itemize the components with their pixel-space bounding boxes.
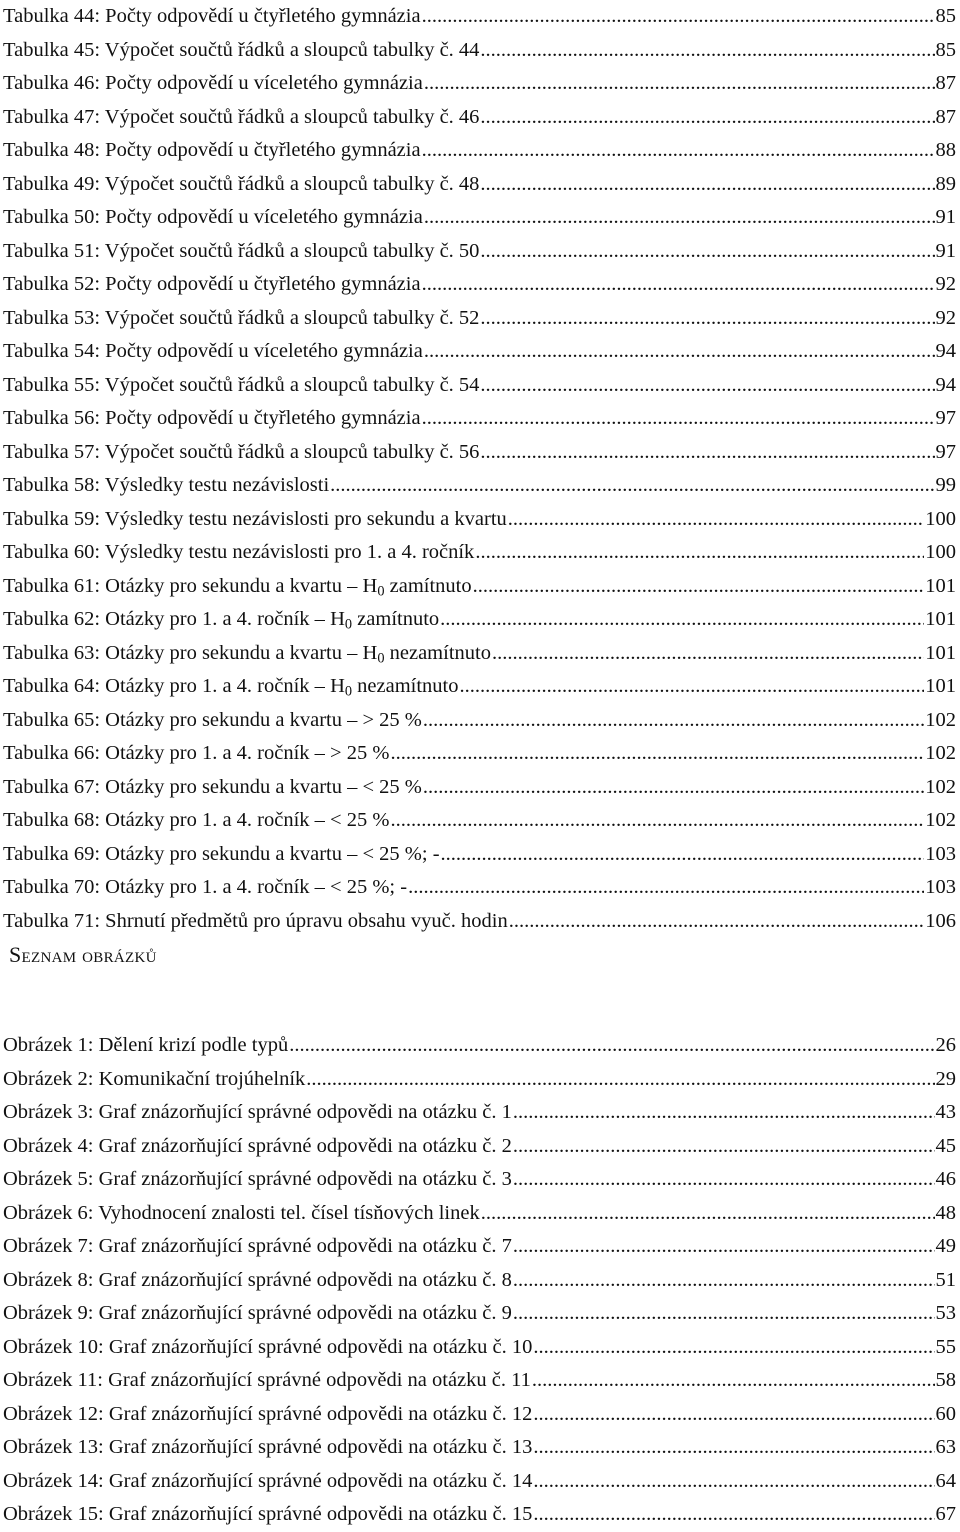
figure-list-entry[interactable] [3,1230,956,1264]
toc-entry-label: Tabulka 67: Otázky pro sekundu a kvartu – < 25 % [3,775,422,798]
dot-leader [533,1465,934,1499]
toc-entry-label: Tabulka 44: Počty odpovědí u čtyřletého gymnázia [3,5,421,27]
toc-entry-page-number: 53 [935,1302,956,1324]
toc-entry-page-number: 60 [935,1402,956,1425]
table-list-entry[interactable] [3,737,956,771]
dot-leader [513,1297,935,1331]
toc-entry-page-number: 101 [925,641,956,664]
dot-leader [532,1364,935,1398]
toc-entry-label: Tabulka 46: Počty odpovědí u víceletého gymnázia [3,72,423,94]
dot-leader [460,670,925,704]
table-list-entry[interactable] [3,704,956,738]
toc-entry-label: Tabulka 48: Počty odpovědí u čtyřletého gymnázia [3,139,421,161]
toc-entry-label: Obrázek 7: Graf znázorňující správné odpovědi na otázku č. 7 [3,1235,512,1257]
dot-leader [480,302,934,336]
dot-leader [480,436,934,470]
figure-list-entry[interactable] [3,1264,956,1298]
table-list-entry[interactable] [3,838,956,872]
table-list-entry[interactable] [3,101,956,135]
table-list-entry[interactable] [3,168,956,202]
toc-entry-label: Tabulka 53: Výpočet součtů řádků a sloupců tabulky č. 52 [3,306,480,329]
toc-entry-label: Tabulka 51: Výpočet součtů řádků a sloupců tabulky č. 50 [3,239,480,262]
toc-entry-label: Tabulka 66: Otázky pro 1. a 4. ročník – > 25 % [3,742,390,764]
toc-entry-label: Obrázek 2: Komunikační trojúhelník [3,1067,306,1090]
table-list-entry[interactable] [3,201,956,235]
table-list-entry[interactable] [3,34,956,68]
table-list-entry[interactable] [3,0,956,34]
toc-entry-label: Tabulka 62: Otázky pro 1. a 4. ročník – $H_0$ zamítnuto [3,608,440,633]
toc-entry-label: Tabulka 63: Otázky pro sekundu a kvartu – $H_0$ nezamítnuto [3,641,491,667]
table-list-entry[interactable] [3,268,956,302]
figure-list-entry[interactable] [3,1197,956,1231]
dot-leader [441,838,925,872]
table-list-entry[interactable] [3,804,956,838]
toc-entry-page-number: 94 [935,373,956,396]
toc-entry-label: Tabulka 56: Počty odpovědí u čtyřletého gymnázia [3,407,421,429]
figure-list-entry[interactable] [3,1029,956,1063]
table-list-entry[interactable] [3,871,956,905]
table-list-entry[interactable] [3,469,956,503]
dot-leader [306,1063,934,1097]
figure-list-entry[interactable] [3,1398,956,1432]
toc-entry-label: Obrázek 14: Graf znázorňující správné odpovědi na otázku č. 14 [3,1469,533,1492]
table-list-entry[interactable] [3,570,956,604]
toc-entry-page-number: 92 [935,273,956,295]
toc-entry-label: Tabulka 50: Počty odpovědí u víceletého gymnázia [3,206,423,228]
figure-list-entry[interactable] [3,1364,956,1398]
table-list-entry[interactable] [3,67,956,101]
dot-leader [424,335,935,369]
toc-entry-page-number: 102 [925,775,956,798]
dot-leader [330,469,934,503]
toc-entry-page-number: 94 [935,340,956,362]
table-list-entry[interactable] [3,771,956,805]
toc-entry-label: Tabulka 65: Otázky pro sekundu a kvartu – > 25 % [3,708,422,731]
dot-leader [513,1264,935,1298]
dot-leader [492,637,924,671]
toc-entry-page-number: 97 [935,407,956,429]
toc-entry-page-number: 45 [935,1134,956,1157]
dot-leader [480,168,934,202]
toc-entry-page-number: 26 [935,1034,956,1056]
toc-entry-label: Tabulka 59: Výsledky testu nezávislosti pro sekundu a kvartu [3,507,507,530]
toc-entry-label: Obrázek 1: Dělení krizí podle typů [3,1034,289,1056]
table-list-entry[interactable] [3,436,956,470]
toc-entry-label: Tabulka 68: Otázky pro 1. a 4. ročník – < 25 % [3,809,390,831]
dot-leader [422,268,935,302]
dot-leader [533,1431,934,1465]
toc-entry-page-number: 49 [935,1235,956,1257]
toc-entry-page-number: 55 [935,1335,956,1358]
list-of-figures [3,1029,956,1532]
table-list-entry[interactable] [3,670,956,704]
figure-list-entry[interactable] [3,1331,956,1365]
toc-entry-page-number: 97 [935,440,956,463]
toc-entry-page-number: 91 [935,206,956,228]
dot-leader [422,0,935,34]
toc-entry-page-number: 64 [935,1469,956,1492]
toc-entry-page-number: 29 [935,1067,956,1090]
dot-leader [513,1230,935,1264]
toc-entry-label: Obrázek 13: Graf znázorňující správné odpovědi na otázku č. 13 [3,1436,533,1458]
toc-entry-page-number: 100 [925,507,956,530]
figure-list-entry[interactable] [3,1498,956,1532]
toc-entry-label: Obrázek 5: Graf znázorňující správné odpovědi na otázku č. 3 [3,1168,512,1190]
dot-leader [513,1130,935,1164]
table-list-entry[interactable] [3,369,956,403]
dot-leader [423,771,924,805]
toc-entry-label: Tabulka 71: Shrnutí předmětů pro úpravu obsahu vyuč. hodin [3,909,508,932]
toc-entry-label: Obrázek 12: Graf znázorňující správné odpovědi na otázku č. 12 [3,1402,533,1425]
toc-entry-label: Tabulka 60: Výsledky testu nezávislosti pro 1. a 4. ročník [3,541,475,563]
toc-entry-label: Tabulka 45: Výpočet součtů řádků a sloupců tabulky č. 44 [3,38,480,61]
toc-entry-page-number: 43 [935,1101,956,1123]
toc-entry-page-number: 89 [935,172,956,195]
toc-entry-page-number: 100 [925,541,956,563]
toc-entry-label: Tabulka 49: Výpočet součtů řádků a sloupců tabulky č. 48 [3,172,480,195]
dot-leader [390,737,924,771]
toc-entry-page-number: 102 [925,809,956,831]
dot-leader [289,1029,934,1063]
dot-leader [533,1498,934,1532]
table-list-entry[interactable] [3,637,956,671]
toc-entry-page-number: 92 [935,306,956,329]
toc-entry-page-number: 101 [925,574,956,597]
dot-leader [408,871,924,905]
toc-entry-label: Tabulka 64: Otázky pro 1. a 4. ročník – $H_0$ nezamítnuto [3,675,459,700]
toc-entry-page-number: 67 [935,1503,956,1525]
list-of-figures-heading: Seznam obrázků [9,942,157,967]
figure-list-entry[interactable] [3,1297,956,1331]
toc-entry-label: Tabulka 70: Otázky pro 1. a 4. ročník – < 25 %; - [3,876,408,898]
toc-entry-label: Obrázek 10: Graf znázorňující správné odpovědi na otázku č. 10 [3,1335,533,1358]
dot-leader [513,1096,935,1130]
list-of-tables [3,0,956,938]
toc-entry-page-number: 106 [925,909,956,932]
toc-entry-page-number: 88 [935,139,956,161]
figure-list-entry[interactable] [3,1130,956,1164]
toc-entry-label: Tabulka 47: Výpočet součtů řádků a sloupců tabulky č. 46 [3,105,480,128]
toc-entry-label: Tabulka 52: Počty odpovědí u čtyřletého gymnázia [3,273,421,295]
dot-leader [424,201,935,235]
dot-leader [509,905,925,939]
dot-leader [424,67,935,101]
toc-entry-page-number: 46 [935,1168,956,1190]
dot-leader [481,1197,935,1231]
toc-entry-label: Tabulka 58: Výsledky testu nezávislosti [3,474,330,496]
table-list-entry[interactable] [3,335,956,369]
toc-entry-page-number: 99 [935,474,956,496]
toc-entry-page-number: 101 [925,675,956,697]
toc-entry-page-number: 101 [925,608,956,630]
toc-entry-page-number: 87 [935,105,956,128]
dot-leader [513,1163,935,1197]
dot-leader [422,402,935,436]
dot-leader [423,704,924,738]
figure-list-entry[interactable] [3,1096,956,1130]
table-list-entry[interactable] [3,536,956,570]
toc-entry-label: Tabulka 55: Výpočet součtů řádků a sloupců tabulky č. 54 [3,373,480,396]
toc-entry-label: Obrázek 6: Vyhodnocení znalosti tel. čísel tísňových linek [3,1201,480,1224]
toc-entry-label: Obrázek 3: Graf znázorňující správné odpovědi na otázku č. 1 [3,1101,512,1123]
toc-entry-label: Obrázek 11: Graf znázorňující správné odpovědi na otázku č. 11 [3,1369,531,1391]
toc-entry-label: Obrázek 15: Graf znázorňující správné odpovědi na otázku č. 15 [3,1503,533,1525]
toc-entry-label: Obrázek 9: Graf znázorňující správné odpovědi na otázku č. 9 [3,1302,512,1324]
toc-entry-page-number: 51 [935,1268,956,1291]
dot-leader [533,1398,934,1432]
dot-leader [480,235,934,269]
toc-entry-label: Obrázek 4: Graf znázorňující správné odpovědi na otázku č. 2 [3,1134,512,1157]
dot-leader [480,369,934,403]
figure-list-entry[interactable] [3,1063,956,1097]
toc-entry-page-number: 63 [935,1436,956,1458]
toc-entry-page-number: 103 [925,842,956,865]
table-list-entry[interactable] [3,235,956,269]
dot-leader [440,603,924,637]
table-list-entry[interactable] [3,905,956,939]
toc-entry-label: Tabulka 69: Otázky pro sekundu a kvartu – < 25 %; - [3,842,440,865]
toc-entry-label: Obrázek 8: Graf znázorňující správné odpovědi na otázku č. 8 [3,1268,512,1291]
dot-leader [480,101,934,135]
dot-leader [475,536,924,570]
figure-list-entry[interactable] [3,1431,956,1465]
dot-leader [533,1331,934,1365]
dot-leader [473,570,925,604]
toc-entry-page-number: 102 [925,708,956,731]
table-list-entry[interactable] [3,134,956,168]
dot-leader [480,34,934,68]
toc-entry-page-number: 85 [935,38,956,61]
toc-entry-page-number: 85 [935,5,956,27]
figure-list-entry[interactable] [3,1465,956,1499]
toc-entry-page-number: 91 [935,239,956,262]
toc-entry-label: Tabulka 61: Otázky pro sekundu a kvartu – $H_0$ zamítnuto [3,574,472,600]
toc-entry-page-number: 58 [935,1369,956,1391]
toc-entry-page-number: 102 [925,742,956,764]
toc-entry-page-number: 103 [925,876,956,898]
figure-list-entry[interactable] [3,1163,956,1197]
table-list-entry[interactable] [3,503,956,537]
table-list-entry[interactable] [3,302,956,336]
toc-entry-page-number: 87 [935,72,956,94]
toc-entry-page-number: 48 [935,1201,956,1224]
dot-leader [508,503,924,537]
dot-leader [390,804,924,838]
table-list-entry[interactable] [3,603,956,637]
toc-entry-label: Tabulka 57: Výpočet součtů řádků a sloupců tabulky č. 56 [3,440,480,463]
toc-entry-label: Tabulka 54: Počty odpovědí u víceletého gymnázia [3,340,423,362]
table-list-entry[interactable] [3,402,956,436]
dot-leader [422,134,935,168]
